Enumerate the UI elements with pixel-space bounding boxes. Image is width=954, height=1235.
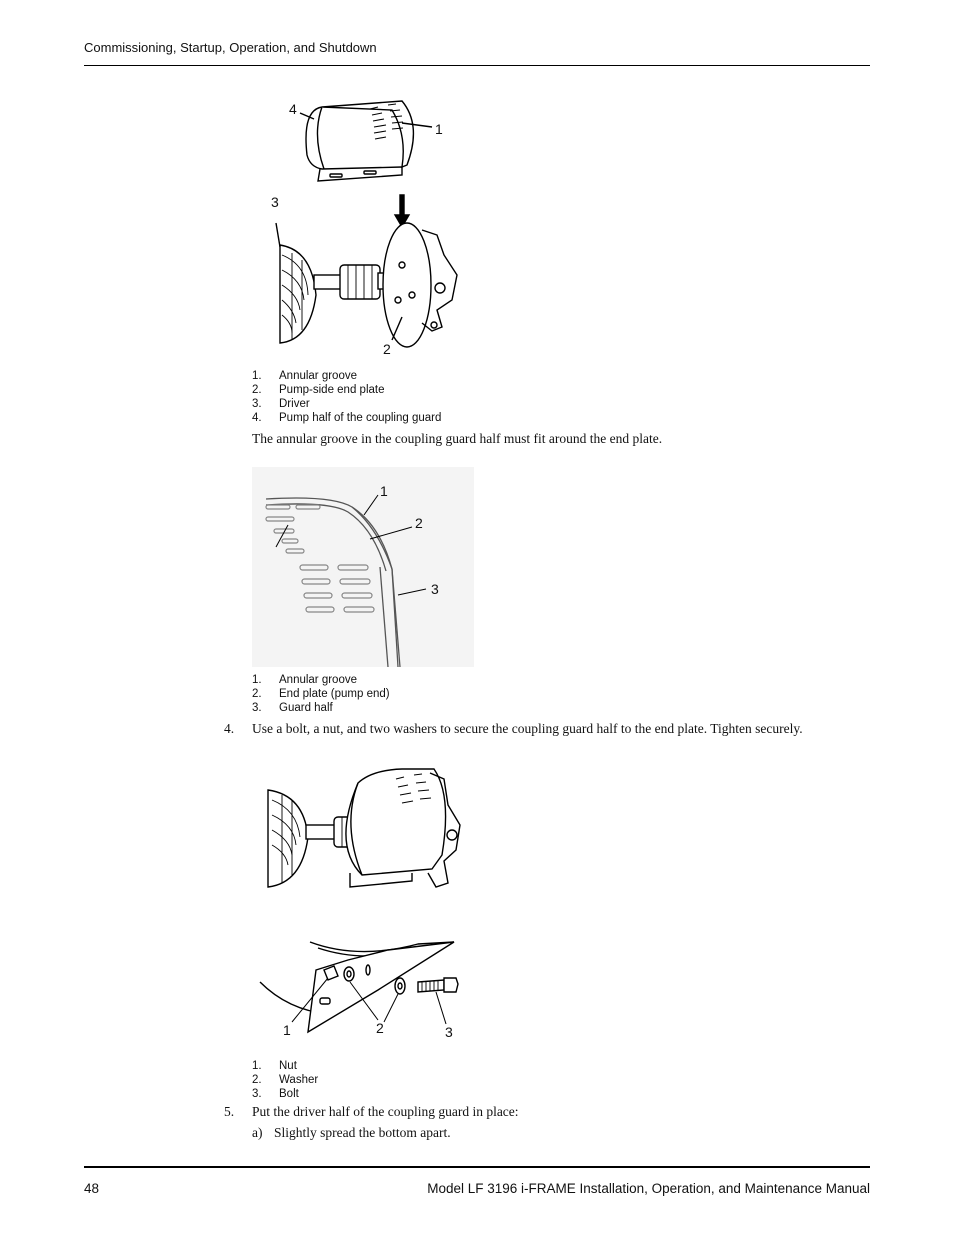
list-item: 2. Pump-side end plate: [252, 384, 385, 396]
running-header: Commissioning, Startup, Operation, and Shutdown: [84, 40, 377, 55]
fig2-caption-list: [252, 673, 390, 715]
fig3-callout-2: 2: [376, 1020, 384, 1036]
list-item: 3. Guard half: [252, 702, 333, 714]
figure-annular-groove-detail: [252, 467, 474, 667]
fig3-callout-3: 3: [445, 1024, 453, 1040]
fig2-callout-1: 1: [380, 483, 388, 499]
step-4-text: Use a bolt, a nut, and two washers to secure the coupling guard half to the end plate. Tighten securely.: [252, 721, 803, 736]
list-item: 3. Driver: [252, 398, 310, 410]
fig1-callout-2: 2: [383, 341, 391, 357]
list-item: 1. Nut: [252, 1060, 297, 1072]
step-5-text: Put the driver half of the coupling guard in place:: [252, 1104, 519, 1119]
step-5a-text: Slightly spread the bottom apart.: [274, 1125, 451, 1140]
page-number: 48: [84, 1181, 100, 1196]
list-item: 3. Bolt: [252, 1088, 299, 1100]
figure-coupling-guard-exploded: [252, 95, 482, 365]
manual-title: Model LF 3196 i-FRAME Installation, Operation, and Maintenance Manual: [427, 1181, 870, 1196]
step-5-number: 5.: [224, 1104, 235, 1119]
step-4-number: 4.: [224, 721, 235, 736]
step-5a-number: a): [252, 1125, 263, 1140]
figure-assembled-coupling-guard: [262, 765, 472, 895]
fig3-caption-list: [252, 1059, 318, 1101]
annular-groove-paragraph: The annular groove in the coupling guard half must fit around the end plate.: [252, 431, 663, 446]
fig1-callout-1: 1: [435, 121, 443, 137]
fig3-callout-1: 1: [283, 1022, 291, 1038]
fig2-callout-2: 2: [415, 515, 423, 531]
fig1-caption-list: [252, 369, 441, 425]
list-item: 2. Washer: [252, 1074, 319, 1086]
list-item: 1. Annular groove: [252, 674, 357, 686]
fig1-callout-4: 4: [289, 101, 297, 117]
footer-rule: [84, 1166, 870, 1168]
fig1-callout-3: 3: [271, 194, 279, 210]
list-item: 1. Annular groove: [252, 370, 357, 382]
fig2-callout-3: 3: [431, 581, 439, 597]
list-item: 2. End plate (pump end): [252, 688, 390, 700]
list-item: 4. Pump half of the coupling guard: [252, 412, 442, 424]
header-rule: [84, 65, 870, 66]
